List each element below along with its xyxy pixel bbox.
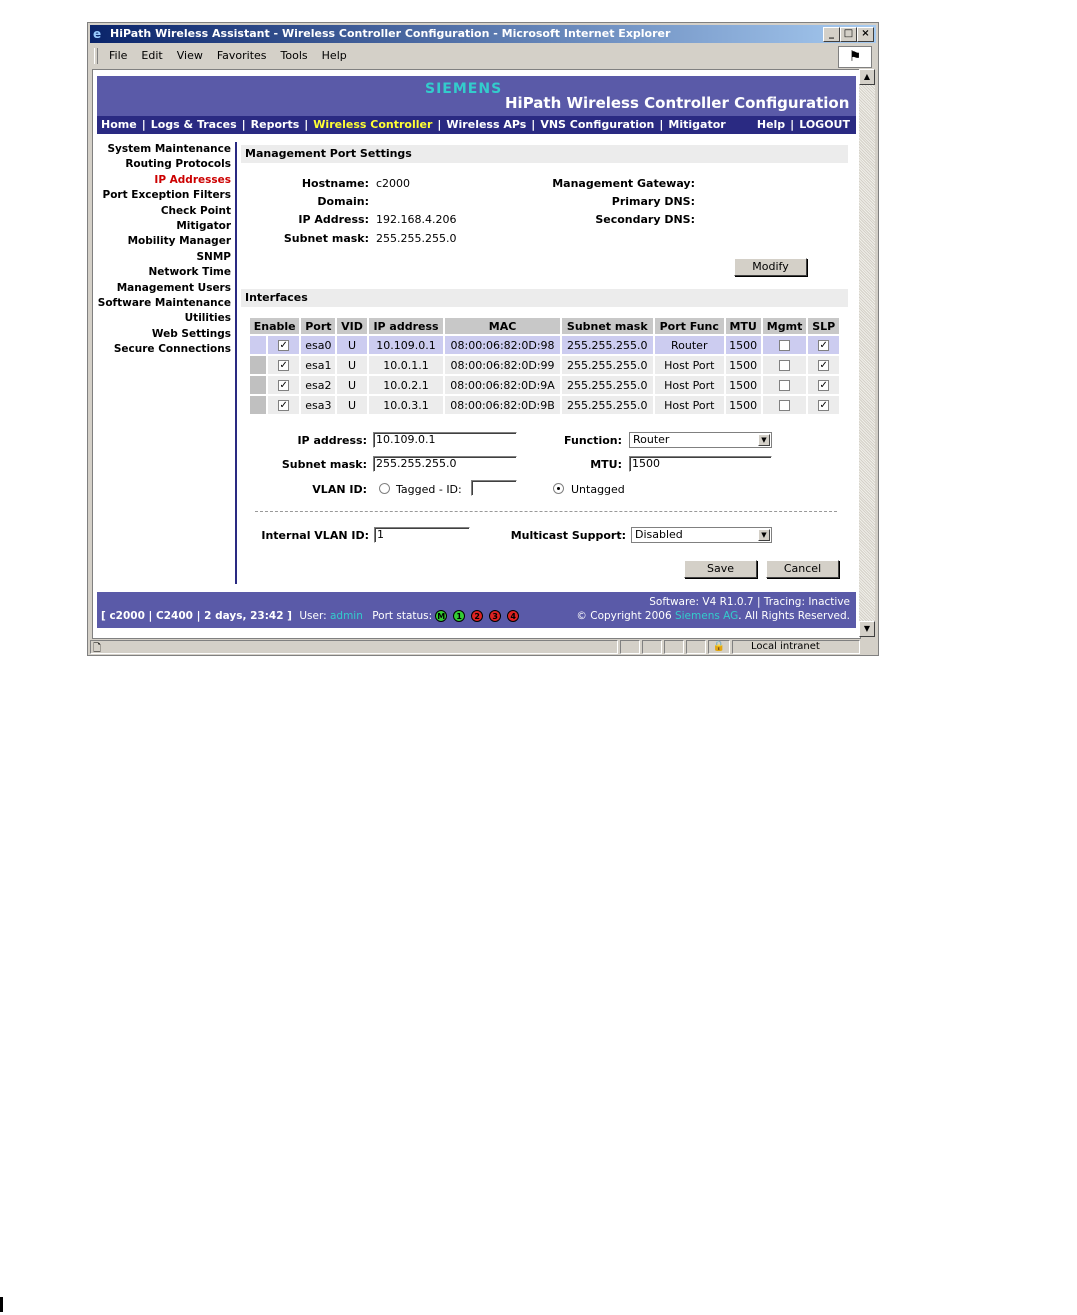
domain-label: Domain: [317,195,369,208]
col-mtu: MTU [726,318,761,334]
sidebar-item-routing-protocols[interactable]: Routing Protocols [125,158,231,171]
sidebar-item-utilities[interactable]: Utilities [184,312,231,325]
nav-reports[interactable]: Reports [250,118,300,131]
col-subnet: Subnet mask [562,318,653,334]
col-vid: VID [337,318,366,334]
sidebar-item-check-point[interactable]: Check Point [160,204,231,217]
cell-mtu: 1500 [726,356,761,374]
interfaces-section-heading: Interfaces [241,289,848,307]
cell-vid: U [337,376,366,394]
cell-func: Host Port [655,396,724,414]
copyright-text: © Copyright 2006 [576,610,672,622]
multicast-select-value: Disabled [635,528,683,541]
cell-func: Host Port [655,376,724,394]
chevron-down-icon[interactable]: ▼ [758,529,770,541]
cell-vid: U [337,396,366,414]
row-selector[interactable] [250,356,266,374]
vlan-id-label: VLAN ID: [312,483,367,496]
subnet-mask-value: 255.255.255.0 [376,232,457,245]
enable-checkbox[interactable]: ✓ [279,340,288,351]
slp-checkbox[interactable]: ✓ [819,360,828,371]
page-content [92,69,861,639]
port-status-2-icon: 2 [471,610,483,622]
table-row[interactable] [250,376,839,394]
sidebar [97,142,231,357]
form-ip-label: IP address: [297,434,367,447]
menu-bar [90,45,876,67]
mgmt-checkbox[interactable] [779,340,790,351]
cell-func: Router [655,336,724,354]
subnet-mask-input[interactable]: 255.255.255.0 [373,456,517,472]
cell-mac: 08:00:06:82:0D:98 [445,336,559,354]
cell-vid: U [337,356,366,374]
enable-checkbox[interactable]: ✓ [279,400,288,411]
port-status-3-icon: 3 [489,610,501,622]
nav-help[interactable]: Help [756,118,786,131]
page-icon: 🗋 [93,643,102,654]
cell-ip: 10.109.0.1 [369,336,444,354]
mgmt-checkbox[interactable] [779,380,790,391]
software-version: Software: V4 R1.0.7 | Tracing: Inactive [649,596,850,608]
scroll-down-icon[interactable]: ▼ [859,621,875,637]
slp-checkbox[interactable]: ✓ [819,340,828,351]
company-link[interactable]: Siemens AG [674,610,739,622]
port-status-4-icon: 4 [507,610,519,622]
cell-ip: 10.0.2.1 [369,376,444,394]
port-status-m-icon: M [435,610,447,622]
primary-dns-label: Primary DNS: [611,195,695,208]
ie-icon: e [93,27,102,41]
menu-file[interactable]: File [109,49,128,62]
sidebar-item-management-users[interactable]: Management Users [116,281,231,294]
modify-button[interactable]: Modify [734,258,807,276]
nav-mitigator[interactable]: Mitigator [668,118,726,131]
tagged-id-input[interactable] [471,480,517,496]
top-nav: Home | Logs & Traces | Reports | Wireless Controller | Wireless APs | VNS Configuration | Mitigator Help | LOGOUT [97,116,856,134]
mtu-label: MTU: [590,458,622,471]
sidebar-item-web-settings[interactable]: Web Settings [151,327,231,340]
untagged-radio[interactable] [553,483,564,494]
close-icon[interactable]: × [857,27,874,42]
cancel-button[interactable]: Cancel [766,560,839,578]
app-banner [97,76,856,116]
window-title: HiPath Wireless Assistant - Wireless Controller Configuration - Microsoft Internet Explorer [110,27,671,40]
mgmt-checkbox[interactable] [779,360,790,371]
cell-subnet: 255.255.255.0 [562,356,653,374]
table-row[interactable] [250,336,839,354]
col-mac: MAC [445,318,559,334]
col-port-func: Port Func [655,318,724,334]
cell-port: esa3 [301,396,335,414]
sidebar-item-ip-addresses[interactable]: IP Addresses [154,173,231,186]
table-row[interactable] [250,396,839,414]
nav-wireless-controller[interactable]: Wireless Controller [313,118,433,131]
col-ip: IP address [369,318,444,334]
cell-ip: 10.0.1.1 [369,356,444,374]
enable-checkbox[interactable]: ✓ [279,380,288,391]
form-subnet-label: Subnet mask: [281,458,367,471]
cell-mtu: 1500 [726,396,761,414]
status-bar [90,639,876,655]
function-label: Function: [564,434,622,447]
col-slp: SLP [808,318,839,334]
nav-vns[interactable]: VNS Configuration [540,118,655,131]
untagged-label: Untagged [571,483,625,496]
edge-mark [0,1297,3,1312]
app-title: HiPath Wireless Controller Configuration [505,94,850,112]
ip-address-value: 192.168.4.206 [376,213,457,226]
user-label: User: [299,610,327,622]
vertical-scrollbar[interactable] [859,69,875,637]
port-status-label: Port status: [372,610,433,622]
minimize-icon[interactable]: _ [823,27,840,42]
copyright-suffix: . All Rights Reserved. [738,610,850,622]
menu-help[interactable]: Help [321,49,347,62]
function-select[interactable] [629,432,772,448]
menu-favorites[interactable]: Favorites [216,49,267,62]
app-footer [97,592,856,628]
function-select-value: Router [633,433,670,446]
status-cell [620,640,640,654]
row-selector[interactable] [250,336,266,354]
user-link[interactable]: admin [329,610,363,622]
secondary-dns-label: Secondary DNS: [595,213,695,226]
maximize-icon[interactable]: □ [840,27,857,42]
nav-home[interactable]: Home [101,118,137,131]
sidebar-item-snmp[interactable]: SNMP [196,250,231,263]
cell-port: esa2 [301,376,335,394]
cell-func: Host Port [655,356,724,374]
save-button[interactable]: Save [684,560,757,578]
sidebar-item-system-maintenance[interactable]: System Maintenance [107,143,231,155]
window-titlebar [90,25,876,43]
cell-subnet: 255.255.255.0 [562,336,653,354]
slp-checkbox[interactable]: ✓ [819,380,828,391]
sidebar-item-port-exception-filters[interactable]: Port Exception Filters [102,189,231,202]
sidebar-item-secure-connections[interactable]: Secure Connections [113,343,231,356]
ip-address-input[interactable]: 10.109.0.1 [373,432,517,448]
internal-vlan-input[interactable]: 1 [374,527,470,543]
menu-edit[interactable]: Edit [141,49,163,62]
nav-logout[interactable]: LOGOUT [799,118,850,131]
multicast-label: Multicast Support: [510,529,626,542]
table-row[interactable] [250,356,839,374]
col-enable: Enable [250,318,299,334]
security-zone [732,640,860,654]
cell-mac: 08:00:06:82:0D:9B [445,396,559,414]
multicast-select[interactable] [631,527,772,543]
sidebar-item-software-maintenance[interactable]: Software Maintenance [97,296,231,309]
mtu-input[interactable]: 1500 [629,456,772,472]
status-cell [642,640,662,654]
sidebar-item-mobility-manager[interactable]: Mobility Manager [127,235,231,248]
table-header-row [250,318,839,334]
ip-address-label: IP Address: [298,213,369,226]
brand-logo: SIEMENS [425,81,503,97]
lock-icon: 🔒 [708,640,730,654]
scroll-up-icon[interactable]: ▲ [859,69,875,85]
session-info: [ c2000 | C2400 | 2 days, 23:42 ] [101,610,292,622]
browser-window [87,22,879,656]
tagged-radio[interactable] [379,483,390,494]
interfaces-table [248,316,841,416]
nav-logs[interactable]: Logs & Traces [150,118,237,131]
hostname-label: Hostname: [301,177,369,190]
windows-logo-icon: ⚑ [838,46,872,68]
cell-port: esa1 [301,356,335,374]
menu-view[interactable]: View [176,49,203,62]
enable-checkbox[interactable]: ✓ [279,360,288,371]
sidebar-divider [235,142,237,584]
menu-tools[interactable]: Tools [280,49,308,62]
cell-mac: 08:00:06:82:0D:99 [445,356,559,374]
cell-mac: 08:00:06:82:0D:9A [445,376,559,394]
hostname-value: c2000 [376,177,411,190]
cell-ip: 10.0.3.1 [369,396,444,414]
chevron-down-icon[interactable]: ▼ [758,434,770,446]
cell-mtu: 1500 [726,376,761,394]
tagged-label: Tagged - ID: [396,483,462,496]
cell-subnet: 255.255.255.0 [562,396,653,414]
status-cell [664,640,684,654]
sidebar-item-network-time[interactable]: Network Time [148,266,231,279]
col-mgmt: Mgmt [763,318,807,334]
cell-subnet: 255.255.255.0 [562,376,653,394]
mgmt-checkbox[interactable] [779,400,790,411]
slp-checkbox[interactable]: ✓ [819,400,828,411]
toolbar-grip [94,48,98,64]
form-divider [255,511,837,512]
mgmt-section-heading: Management Port Settings [241,145,848,163]
internal-vlan-label: Internal VLAN ID: [261,529,369,542]
nav-wireless-aps[interactable]: Wireless APs [446,118,527,131]
sidebar-item-mitigator[interactable]: Mitigator [176,219,231,232]
status-main [90,640,618,654]
port-status-1-icon: 1 [453,610,465,622]
status-cell [686,640,706,654]
zone-label: Local intranet [751,641,820,652]
gateway-label: Management Gateway: [552,177,695,190]
cell-port: esa0 [301,336,335,354]
row-selector[interactable] [250,376,266,394]
row-selector[interactable] [250,396,266,414]
col-port: Port [301,318,335,334]
cell-vid: U [337,336,366,354]
subnet-mask-label: Subnet mask: [283,232,369,245]
cell-mtu: 1500 [726,336,761,354]
